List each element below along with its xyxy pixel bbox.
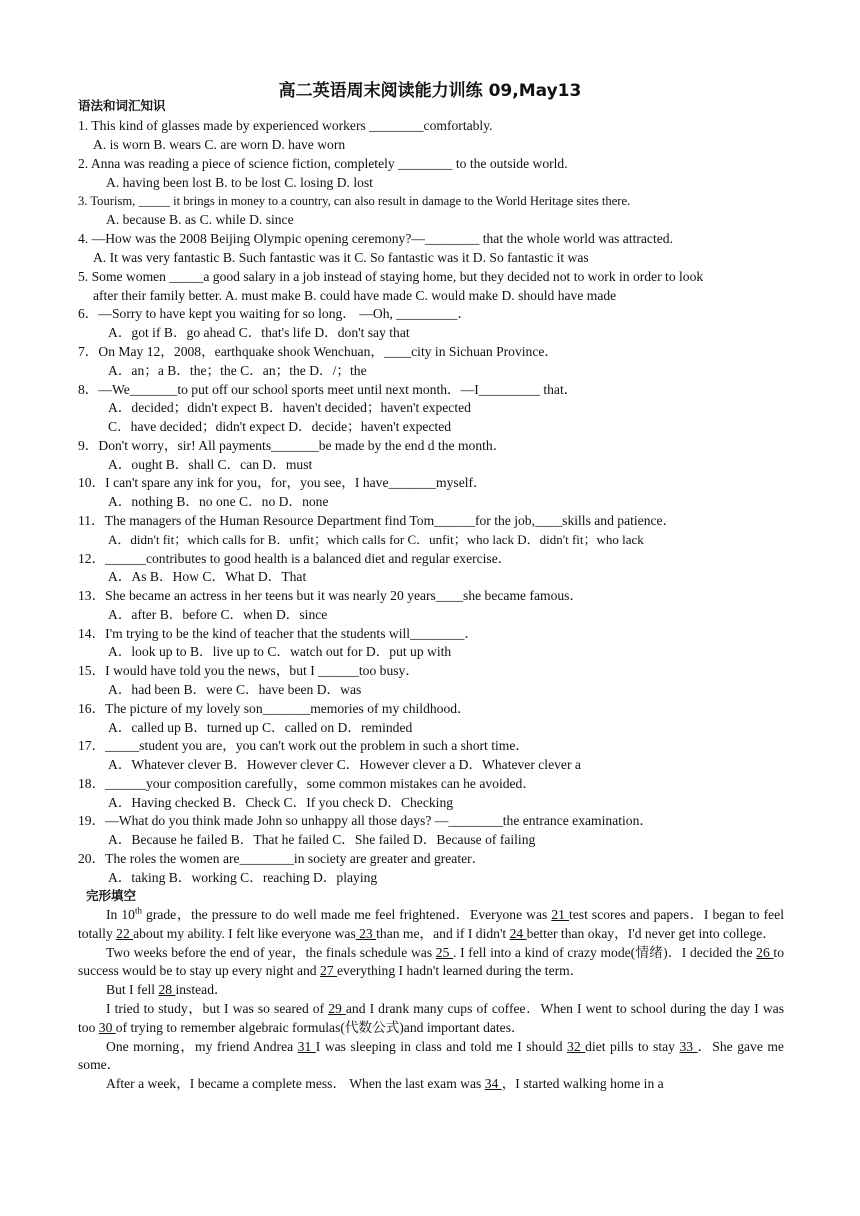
- question-line: 2. Anna was reading a piece of science fiction, completely ________ to the outside world.: [78, 156, 568, 171]
- question-line: 3. Tourism, _____ it brings in money to a country, can also result in damage to the World Heritage sites there.: [78, 194, 631, 208]
- options-line: A．ought B．shall C．can D．must: [108, 457, 313, 472]
- section-heading-cloze: 完形填空: [86, 888, 137, 903]
- question-line: 1. This kind of glasses made by experienced workers ________comfortably.: [78, 118, 493, 133]
- blank-30: 30: [98, 1019, 116, 1035]
- options-line: A. having been lost B. to be lost C. losing D. lost: [106, 175, 373, 190]
- passage-paragraph: I tried to study，but I was so seared of 29 and I drank many cups of coffee．When I went to school during the day I was too 30 of trying to remember algebraic formulas(代数公式)and important dates．: [78, 1000, 784, 1035]
- options-line: A．decided；didn't expect B．haven't decided；haven't expected: [108, 400, 471, 415]
- blank-32: 32: [567, 1038, 586, 1054]
- question-line: 14．I'm trying to be the kind of teacher that the students will________．: [78, 626, 478, 641]
- blank-27: 27: [320, 963, 337, 979]
- blank-24: 24: [509, 925, 527, 941]
- question-line: 8．—We_______to put off our school sports meet until next month．—I_________ that．: [78, 382, 578, 397]
- passage-paragraph: After a week，I became a complete mess． When the last exam was 34 ，I started walking home in a: [106, 1076, 664, 1092]
- blank-21: 21: [551, 907, 569, 922]
- question-line: 18．______your composition carefully，some common mistakes can he avoided．: [78, 776, 536, 791]
- question-line: 7．On May 12，2008，earthquake shook Wenchuan，____city in Sichuan Province．: [78, 344, 559, 359]
- question-line: 6．—Sorry to have kept you waiting for so long． —Oh, _________．: [78, 306, 472, 321]
- question-line: 9．Don't worry，sir! All payments_______be made by the end d the month．: [78, 438, 507, 453]
- blank-26: 26: [756, 944, 774, 960]
- cloze-passage: [78, 906, 784, 1094]
- blank-34: 34: [484, 1076, 502, 1092]
- options-line: A．after B．before C．when D．since: [108, 607, 328, 622]
- question-line: 13．She became an actress in her teens but it was nearly 20 years____she became famous．: [78, 588, 584, 603]
- passage-paragraph: In 10th grade，the pressure to do well made me feel frightened．Everyone was 21 test scores and papers．I began to feel totally 22 about my ability. I felt like everyone was 23 than me，and if I didn't 24 better than okay，I'd never get into college．: [78, 905, 784, 941]
- options-line: A．nothing B．no one C．no D．none: [108, 494, 329, 509]
- section-heading-grammar: 语法和词汇知识: [78, 98, 166, 113]
- page-title: 高二英语周末阅读能力训练 09,May13: [278, 81, 582, 101]
- blank-33: 33: [679, 1038, 698, 1054]
- blank-25: 25: [435, 944, 454, 960]
- question-line: 5. Some women _____a good salary in a job instead of staying home, but they decided not to work in order to look: [78, 269, 704, 284]
- options-line: A. because B. as C. while D. since: [106, 212, 294, 227]
- options-line: A．called up B．turned up C．called on D．reminded: [108, 720, 413, 735]
- question-line: 16．The picture of my lovely son_______memories of my childhood．: [78, 701, 471, 716]
- options-line: A．Whatever clever B．However clever C．However clever a D．Whatever clever a: [108, 757, 581, 772]
- options-line: A．didn't fit；which calls for B．unfit；which calls for C．unfit；who lack D．didn't fit；who lack: [108, 532, 644, 547]
- passage-paragraph: One morning，my friend Andrea 31 I was sleeping in class and told me I should 32 diet pills to stay 33 ．She gave me some．: [78, 1038, 784, 1073]
- blank-22: 22: [116, 925, 134, 941]
- options-line: A. It was very fantastic B. Such fantastic was it C. So fantastic was it D. So fantastic it was: [93, 250, 589, 265]
- options-line: A．Because he failed B．That he failed C．She failed D．Because of failing: [108, 832, 536, 847]
- question-line: 12．______contributes to good health is a balanced diet and regular exercise．: [78, 551, 512, 566]
- options-line: after their family better. A. must make B. could have made C. would make D. should have made: [93, 288, 617, 303]
- options-line: A．had been B．were C．have been D．was: [108, 682, 362, 697]
- options-line: A．an；a B．the；the C．an；the D．/；the: [108, 363, 367, 378]
- options-line: A．Having checked B．Check C．If you check D．Checking: [108, 795, 454, 810]
- blank-23: 23: [355, 925, 377, 941]
- question-line: 20．The roles the women are________in society are greater and greater．: [78, 851, 486, 866]
- question-line: 17．_____student you are，you can't work out the problem in such a short time．: [78, 738, 529, 753]
- options-line: C．have decided；didn't expect D．decide；haven't expected: [108, 419, 452, 434]
- question-line: 19．—What do you think made John so unhappy all those days? —________the entrance examination．: [78, 813, 653, 828]
- passage-paragraph: But I fell 28 instead．: [106, 982, 228, 998]
- question-line: 15．I would have told you the news，but I ______too busy．: [78, 663, 419, 678]
- question-line: 4. —How was the 2008 Beijing Olympic opening ceremony?—________ that the whole world was attracted.: [78, 231, 673, 246]
- options-line: A．look up to B．live up to C．watch out for D．put up with: [108, 644, 452, 659]
- blank-29: 29: [328, 1000, 346, 1016]
- options-line: A．got if B．go ahead C．that's life D．don't say that: [108, 325, 410, 340]
- question-line: 10．I can't spare any ink for you，for，you see，I have_______myself．: [78, 475, 487, 490]
- question-line: 11．The managers of the Human Resource Department find Tom______for the job,____skills and patience．: [78, 513, 677, 528]
- options-line: A．taking B．working C．reaching D．playing: [108, 870, 378, 885]
- blank-28: 28: [158, 982, 176, 998]
- blank-31: 31: [297, 1038, 316, 1054]
- options-line: A．As B．How C．What D．That: [108, 569, 307, 584]
- passage-paragraph: Two weeks before the end of year，the finals schedule was 25 . I fell into a kind of crazy mode(情绪)．I decided the 26 to success would be to stay up every night and 27 everything I hadn't learned during the term．: [78, 944, 784, 979]
- options-line: A. is worn B. wears C. are worn D. have worn: [93, 137, 346, 152]
